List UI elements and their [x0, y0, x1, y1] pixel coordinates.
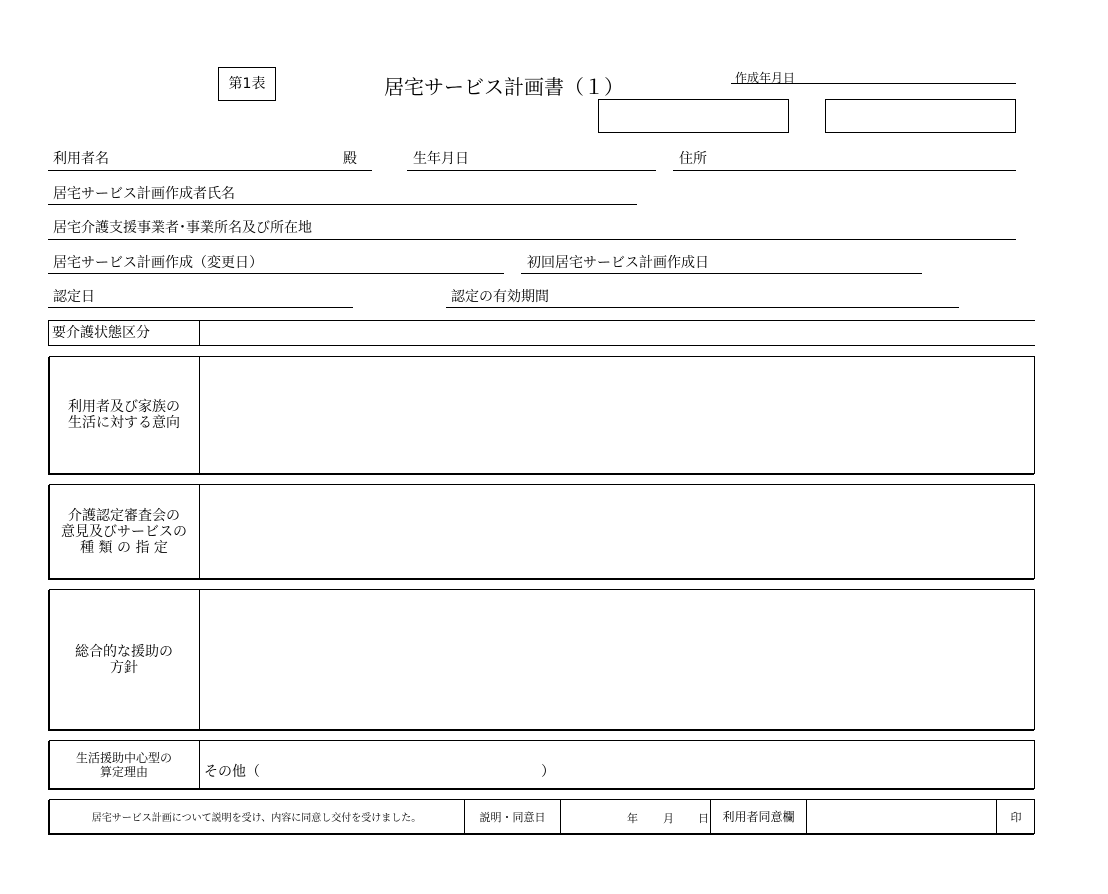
intention-label-cell	[49, 356, 200, 474]
consent-date-label-cell	[465, 799, 561, 834]
user-consent-field[interactable]	[807, 799, 997, 834]
user-consent-label-cell	[711, 799, 807, 834]
first-plan-date-label: 初回居宅サービス計画作成日	[527, 255, 709, 271]
opinion-field[interactable]	[201, 485, 1034, 578]
address-field[interactable]	[673, 170, 1016, 171]
cert-period-label: 認定の有効期間	[451, 289, 549, 305]
opinion-label-cell	[49, 484, 200, 579]
user-consent-label: 利用者同意欄	[722, 810, 795, 824]
seal-label: 印	[1010, 810, 1022, 824]
month-label: 月	[663, 812, 674, 825]
reason-label-cell	[49, 740, 200, 789]
honorific: 殿	[343, 151, 357, 167]
created-date-field-2[interactable]	[825, 99, 1016, 133]
created-date-underline	[731, 83, 1016, 84]
user-name-label: 利用者名	[53, 151, 109, 167]
address-label: 住所	[679, 151, 707, 167]
consent-explain-text: 居宅サービス計画について説明を受け、内容に同意し交付を受けました。	[91, 813, 422, 824]
user-name-field[interactable]	[48, 170, 372, 171]
care-level-field[interactable]	[200, 321, 1035, 345]
reason-label-line2: 算定理由	[99, 764, 148, 779]
policy-label-line2: 方針	[110, 659, 138, 676]
consent-explain-cell	[49, 799, 465, 834]
opinion-label-line3: 種 類 の 指 定	[80, 539, 168, 556]
birth-date-label: 生年月日	[413, 151, 469, 167]
page-title: 居宅サービス計画書（１）	[384, 75, 624, 99]
cert-date-label: 認定日	[53, 289, 95, 305]
opinion-label-line2: 意見及びサービスの	[61, 523, 187, 540]
day-label: 日	[698, 812, 709, 825]
opinion-label-line1: 介護認定審査会の	[68, 507, 180, 524]
office-label: 居宅介護支援事業者･事業所名及び所在地	[53, 220, 312, 236]
table-number-box	[218, 67, 276, 101]
seal-cell	[997, 799, 1035, 834]
planner-name-field[interactable]	[48, 204, 637, 205]
created-date-field-1[interactable]	[598, 99, 789, 133]
reason-other-label: その他（	[204, 764, 260, 780]
year-label: 年	[627, 812, 638, 825]
planner-name-label: 居宅サービス計画作成者氏名	[53, 186, 235, 202]
office-field[interactable]	[48, 239, 1016, 240]
policy-field[interactable]	[201, 590, 1034, 729]
consent-date-label: 説明・同意日	[479, 810, 546, 824]
reason-other-close: ）	[541, 764, 555, 780]
intention-field[interactable]	[201, 357, 1034, 473]
plan-date-label: 居宅サービス計画作成（変更日）	[53, 255, 263, 271]
reason-label-line1: 生活援助中心型の	[75, 750, 172, 765]
plan-date-field[interactable]	[48, 273, 504, 274]
birth-date-field[interactable]	[407, 170, 656, 171]
first-plan-date-field[interactable]	[521, 273, 922, 274]
intention-label-line1: 利用者及び家族の	[68, 399, 180, 415]
care-level-label: 要介護状態区分	[52, 325, 150, 341]
intention-label-line2: 生活に対する意向	[68, 415, 180, 431]
policy-label-cell	[49, 589, 200, 730]
consent-date-field[interactable]	[561, 799, 711, 834]
policy-label-line1: 総合的な援助の	[75, 643, 173, 660]
cert-period-field[interactable]	[446, 307, 959, 308]
care-level-label-cell	[48, 320, 200, 346]
cert-date-field[interactable]	[48, 307, 353, 308]
table-number: 第1表	[228, 76, 266, 92]
created-date-label: 作成年月日	[735, 71, 796, 85]
reason-other-field[interactable]	[268, 762, 538, 782]
